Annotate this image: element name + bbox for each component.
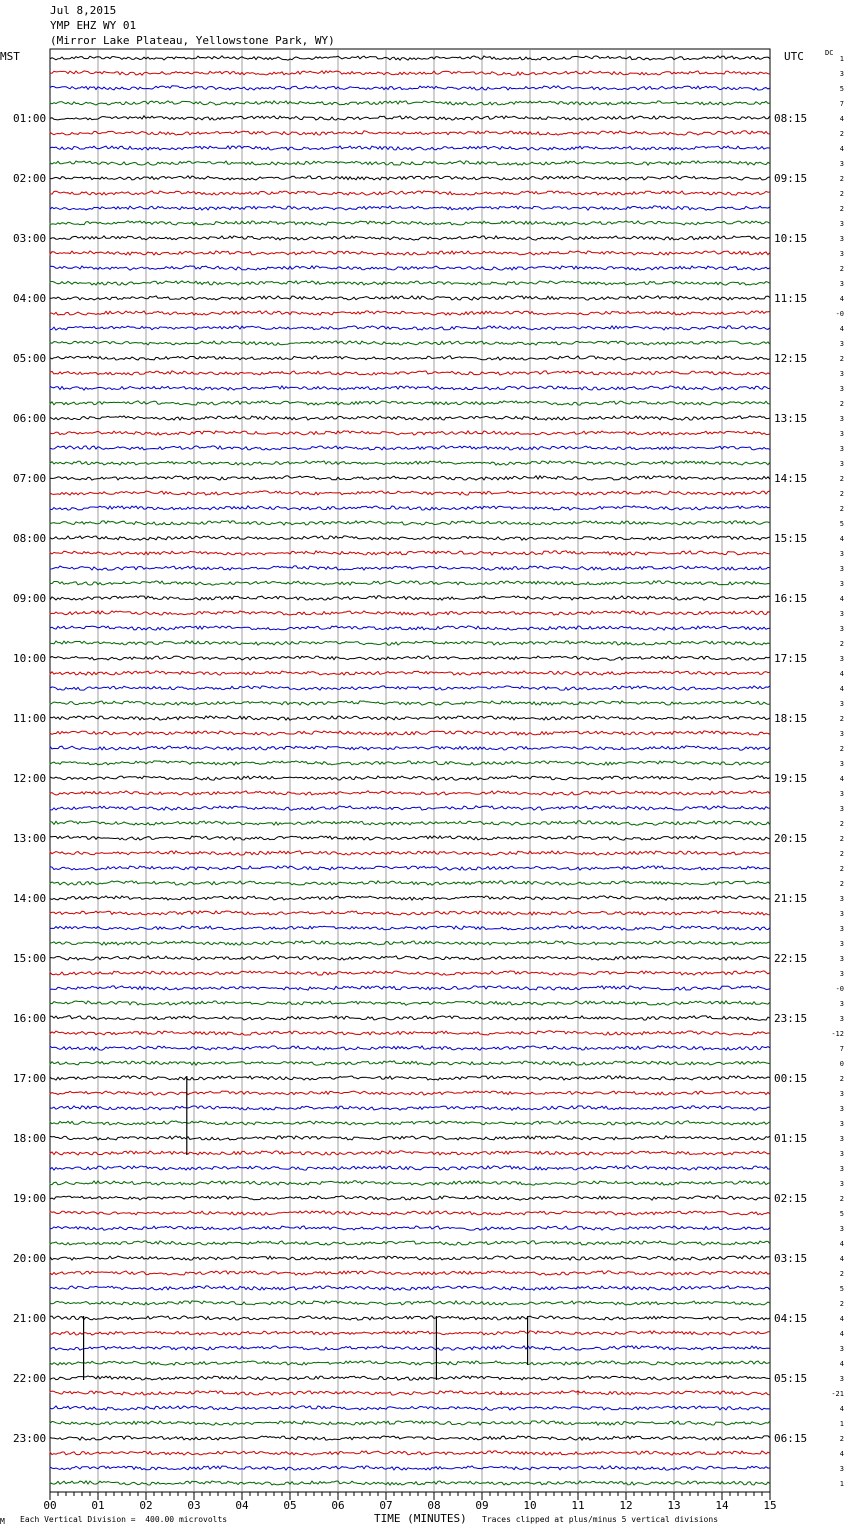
trace-row	[50, 881, 770, 885]
mst-hour-label: 17:00	[13, 1072, 47, 1085]
utc-hour-label: 23:15	[774, 1012, 808, 1025]
trace-row	[50, 191, 770, 195]
trace-row	[50, 956, 770, 960]
trace-row	[50, 1466, 770, 1470]
utc-hour-label: 15:15	[774, 532, 808, 545]
vertical-scale-note: Each Vertical Division = 400.00 microvolts	[20, 1515, 228, 1524]
utc-hour-label: 17:15	[774, 652, 808, 665]
utc-hour-label: 03:15	[774, 1252, 808, 1265]
dc-offset-value: 3	[839, 925, 844, 933]
trace-row	[50, 851, 770, 855]
trace-row	[50, 521, 770, 525]
x-tick-label: 13	[667, 1499, 681, 1512]
trace-row	[50, 1196, 770, 1200]
dc-offset-value: 3	[839, 580, 844, 588]
trace-row	[50, 386, 770, 390]
trace-row	[50, 686, 770, 690]
utc-hour-label: 01:15	[774, 1132, 808, 1145]
dc-offset-value: 1	[839, 1420, 844, 1428]
utc-hour-label: 00:15	[774, 1072, 808, 1085]
dc-offset-value: 3	[839, 550, 844, 558]
dc-offset-value: 3	[839, 910, 844, 918]
utc-hour-label: 02:15	[774, 1192, 808, 1205]
mst-hour-label: 15:00	[13, 952, 47, 965]
dc-offset-value: 2	[839, 1435, 844, 1443]
mst-hour-label: 21:00	[13, 1312, 47, 1325]
trace-row	[50, 56, 770, 60]
clip-note: Traces clipped at plus/minus 5 vertical divisions	[482, 1515, 719, 1524]
x-tick-label: 10	[523, 1499, 537, 1512]
dc-offset-value: 3	[839, 370, 844, 378]
utc-hour-label: 10:15	[774, 232, 808, 245]
dc-offset-value: 3	[839, 445, 844, 453]
left-timezone-label: MST	[0, 50, 20, 63]
utc-hour-label: 11:15	[774, 292, 808, 305]
trace-row	[50, 971, 770, 975]
trace-row	[50, 866, 770, 870]
trace-row	[50, 1436, 770, 1440]
mst-hour-label: 11:00	[13, 712, 47, 725]
x-tick-label: 03	[187, 1499, 201, 1512]
dc-offset-value: 2	[839, 1270, 844, 1278]
trace-row	[50, 1016, 770, 1020]
utc-hour-label: 06:15	[774, 1432, 808, 1445]
dc-offset-value: 1	[839, 55, 844, 63]
dc-offset-value: 3	[839, 625, 844, 633]
x-tick-label: 06	[331, 1499, 345, 1512]
dc-offset-value: 3	[839, 220, 844, 228]
utc-hour-label: 09:15	[774, 172, 808, 185]
dc-offset-value: 4	[839, 595, 844, 603]
trace-row	[50, 176, 770, 180]
mst-hour-label: 08:00	[13, 532, 47, 545]
trace-row	[50, 611, 770, 615]
dc-offset-value: 3	[839, 385, 844, 393]
plot-date: Jul 8,2015	[50, 4, 117, 17]
trace-row	[50, 776, 770, 780]
x-tick-label: 08	[427, 1499, 441, 1512]
trace-row	[50, 86, 770, 90]
utc-hour-label: 16:15	[774, 592, 808, 605]
dc-offset-value: 3	[839, 1180, 844, 1188]
trace-row	[50, 506, 770, 510]
dc-offset-value: 4	[839, 1315, 844, 1323]
trace-row	[50, 1166, 770, 1170]
utc-hour-label: 18:15	[774, 712, 808, 725]
dc-offset-value: 2	[839, 190, 844, 198]
trace-row	[50, 596, 770, 600]
trace-row	[50, 161, 770, 165]
trace-row	[50, 1286, 770, 1290]
trace-row	[50, 791, 770, 795]
trace-row	[50, 371, 770, 375]
utc-hour-label: 22:15	[774, 952, 808, 965]
dc-offset-value: 2	[839, 265, 844, 273]
dc-offset-value: 3	[839, 1120, 844, 1128]
dc-offset-value: 2	[839, 1195, 844, 1203]
mst-hour-label: 22:00	[13, 1372, 47, 1385]
mst-hour-label: 03:00	[13, 232, 47, 245]
x-tick-label: 11	[571, 1499, 585, 1512]
trace-row	[50, 746, 770, 750]
dc-offset-value: -12	[831, 1030, 844, 1038]
trace-row	[50, 1481, 770, 1485]
dc-offset-value: 4	[839, 1450, 844, 1458]
mst-hour-label: 19:00	[13, 1192, 47, 1205]
trace-row	[50, 911, 770, 915]
dc-offset-value: 3	[839, 970, 844, 978]
trace-row	[50, 581, 770, 585]
dc-offset-value: -21	[831, 1390, 844, 1398]
dc-offset-value: 1	[839, 1480, 844, 1488]
dc-offset-value: 4	[839, 670, 844, 678]
dc-offset-value: 5	[839, 1210, 844, 1218]
right-timezone-label: UTC	[784, 50, 804, 63]
x-tick-label: 15	[763, 1499, 777, 1512]
dc-offset-value: 4	[839, 685, 844, 693]
dc-offset-value: 2	[839, 850, 844, 858]
mst-hour-label: 20:00	[13, 1252, 47, 1265]
dc-offset-value: 2	[839, 1300, 844, 1308]
dc-offset-value: 3	[839, 160, 844, 168]
dc-offset-value: 4	[839, 775, 844, 783]
trace-row	[50, 401, 770, 405]
utc-hour-label: 21:15	[774, 892, 808, 905]
dc-offset-value: -0	[835, 985, 844, 993]
trace-row	[50, 356, 770, 360]
x-axis-title: TIME (MINUTES)	[374, 1512, 467, 1525]
mst-hour-label: 07:00	[13, 472, 47, 485]
trace-row	[50, 1256, 770, 1260]
trace-row	[50, 491, 770, 495]
x-tick-label: 12	[619, 1499, 633, 1512]
dc-offset-value: 3	[839, 1225, 844, 1233]
dc-offset-value: 3	[839, 655, 844, 663]
dc-offset-value: 2	[839, 130, 844, 138]
dc-offset-value: 3	[839, 430, 844, 438]
trace-row	[50, 341, 770, 345]
trace-row	[50, 281, 770, 285]
trace-row	[50, 1001, 770, 1005]
trace-row	[50, 266, 770, 270]
trace-row	[50, 296, 770, 300]
trace-row	[50, 671, 770, 675]
utc-hour-label: 04:15	[774, 1312, 808, 1325]
dc-offset-value: 3	[839, 340, 844, 348]
trace-row	[50, 1031, 770, 1035]
dc-offset-value: 4	[839, 325, 844, 333]
dc-offset-value: 3	[839, 235, 844, 243]
trace-row	[50, 461, 770, 465]
dc-offset-value: 2	[839, 835, 844, 843]
trace-row	[50, 1301, 770, 1305]
utc-hour-label: 08:15	[774, 112, 808, 125]
trace-row	[50, 1106, 770, 1110]
dc-offset-value: 4	[839, 1405, 844, 1413]
trace-row	[50, 131, 770, 135]
utc-hour-label: 19:15	[774, 772, 808, 785]
logo-mark: M	[0, 1517, 5, 1526]
trace-row	[50, 656, 770, 660]
mst-hour-label: 02:00	[13, 172, 47, 185]
dc-offset-value: 4	[839, 1330, 844, 1338]
trace-row	[50, 731, 770, 735]
trace-row	[50, 101, 770, 105]
dc-offset-value: 5	[839, 1285, 844, 1293]
trace-row	[50, 1226, 770, 1230]
dc-offset-value: 2	[839, 1075, 844, 1083]
dc-offset-value: 2	[839, 400, 844, 408]
dc-offset-value: -0	[835, 310, 844, 318]
dc-offset-value: 3	[839, 1000, 844, 1008]
dc-offset-value: 3	[839, 1345, 844, 1353]
mst-hour-label: 18:00	[13, 1132, 47, 1145]
dc-offset-value: 2	[839, 820, 844, 828]
trace-row	[50, 1376, 770, 1380]
x-tick-label: 00	[43, 1499, 57, 1512]
dc-offset-value: 3	[839, 280, 844, 288]
dc-offset-value: 3	[839, 895, 844, 903]
trace-row	[50, 896, 770, 900]
trace-row	[50, 1091, 770, 1095]
dc-offset-value: 2	[839, 205, 844, 213]
x-tick-label: 04	[235, 1499, 249, 1512]
dc-offset-value: 3	[839, 565, 844, 573]
utc-hour-label: 14:15	[774, 472, 808, 485]
dc-offset-value: 2	[839, 640, 844, 648]
trace-row	[50, 551, 770, 555]
trace-row	[50, 1046, 770, 1050]
mst-hour-label: 12:00	[13, 772, 47, 785]
plot-frame	[50, 49, 770, 1492]
trace-row	[50, 326, 770, 330]
dc-offset-header: DC	[825, 49, 834, 57]
trace-row	[50, 1181, 770, 1185]
trace-row	[50, 566, 770, 570]
trace-row	[50, 416, 770, 420]
mst-hour-label: 23:00	[13, 1432, 47, 1445]
utc-hour-label: 05:15	[774, 1372, 808, 1385]
dc-offset-value: 3	[839, 1105, 844, 1113]
dc-offset-value: 2	[839, 490, 844, 498]
dc-offset-value: 3	[839, 940, 844, 948]
dc-offset-value: 2	[839, 865, 844, 873]
trace-row	[50, 1331, 770, 1335]
dc-offset-value: 3	[839, 730, 844, 738]
utc-hour-label: 20:15	[774, 832, 808, 845]
x-tick-label: 09	[475, 1499, 489, 1512]
dc-offset-value: 3	[839, 700, 844, 708]
trace-row	[50, 1076, 770, 1080]
dc-offset-value: 3	[839, 250, 844, 258]
trace-row	[50, 536, 770, 540]
trace-row	[50, 1211, 770, 1215]
dc-offset-value: 3	[839, 1165, 844, 1173]
trace-row	[50, 431, 770, 435]
trace-row	[50, 1361, 770, 1365]
trace-row	[50, 626, 770, 630]
dc-offset-value: 3	[839, 1135, 844, 1143]
trace-row	[50, 641, 770, 645]
trace-row	[50, 716, 770, 720]
trace-row	[50, 221, 770, 225]
dc-offset-value: 3	[839, 1465, 844, 1473]
mst-hour-label: 01:00	[13, 112, 47, 125]
dc-offset-value: 7	[839, 100, 844, 108]
dc-offset-value: 3	[839, 1150, 844, 1158]
dc-offset-value: 3	[839, 805, 844, 813]
dc-offset-value: 3	[839, 460, 844, 468]
dc-offset-value: 4	[839, 535, 844, 543]
trace-row	[50, 821, 770, 825]
dc-offset-value: 2	[839, 745, 844, 753]
x-tick-label: 14	[715, 1499, 729, 1512]
mst-hour-label: 06:00	[13, 412, 47, 425]
trace-row	[50, 251, 770, 255]
dc-offset-value: 3	[839, 760, 844, 768]
dc-offset-value: 2	[839, 715, 844, 723]
mst-hour-label: 13:00	[13, 832, 47, 845]
trace-row	[50, 1271, 770, 1275]
trace-row	[50, 1421, 770, 1425]
dc-offset-value: 5	[839, 85, 844, 93]
mst-hour-label: 04:00	[13, 292, 47, 305]
trace-row	[50, 476, 770, 480]
x-tick-label: 05	[283, 1499, 297, 1512]
dc-offset-value: 2	[839, 880, 844, 888]
mst-hour-label: 10:00	[13, 652, 47, 665]
trace-row	[50, 1136, 770, 1140]
dc-offset-value: 4	[839, 1255, 844, 1263]
dc-offset-value: 3	[839, 1375, 844, 1383]
trace-row	[50, 146, 770, 150]
mst-hour-label: 14:00	[13, 892, 47, 905]
dc-offset-value: 3	[839, 790, 844, 798]
dc-offset-value: 3	[839, 70, 844, 78]
mst-hour-label: 16:00	[13, 1012, 47, 1025]
dc-offset-value: 4	[839, 1240, 844, 1248]
dc-offset-value: 3	[839, 955, 844, 963]
dc-offset-value: 3	[839, 1090, 844, 1098]
dc-offset-value: 2	[839, 505, 844, 513]
dc-offset-value: 4	[839, 145, 844, 153]
trace-row	[50, 1061, 770, 1065]
dc-offset-value: 2	[839, 175, 844, 183]
trace-row	[50, 836, 770, 840]
trace-row	[50, 1241, 770, 1245]
trace-row	[50, 986, 770, 990]
mst-hour-label: 05:00	[13, 352, 47, 365]
dc-offset-value: 4	[839, 295, 844, 303]
trace-row	[50, 926, 770, 930]
trace-row	[50, 1121, 770, 1125]
trace-row	[50, 1316, 770, 1320]
dc-offset-value: 0	[839, 1060, 844, 1068]
station-code: YMP EHZ WY 01	[50, 19, 137, 32]
trace-row	[50, 1406, 770, 1410]
trace-row	[50, 806, 770, 810]
dc-offset-value: 5	[839, 520, 844, 528]
dc-offset-value: 2	[839, 355, 844, 363]
station-location: (Mirror Lake Plateau, Yellowstone Park, WY)	[50, 34, 335, 47]
trace-row	[50, 311, 770, 315]
utc-hour-label: 13:15	[774, 412, 808, 425]
x-tick-label: 01	[91, 1499, 105, 1512]
trace-row	[50, 236, 770, 240]
trace-row	[50, 1151, 770, 1155]
trace-row	[50, 71, 770, 75]
trace-row	[50, 116, 770, 120]
trace-row	[50, 1346, 770, 1350]
mst-hour-label: 09:00	[13, 592, 47, 605]
dc-offset-value: 4	[839, 1360, 844, 1368]
dc-offset-value: 2	[839, 475, 844, 483]
x-tick-label: 07	[379, 1499, 393, 1512]
trace-row	[50, 941, 770, 945]
trace-row	[50, 761, 770, 765]
x-tick-label: 02	[139, 1499, 153, 1512]
dc-offset-value: 3	[839, 610, 844, 618]
trace-row	[50, 1391, 770, 1395]
trace-row	[50, 1451, 770, 1455]
dc-offset-value: 3	[839, 415, 844, 423]
trace-row	[50, 446, 770, 450]
trace-row	[50, 701, 770, 705]
trace-row	[50, 206, 770, 210]
utc-hour-label: 12:15	[774, 352, 808, 365]
dc-offset-value: 7	[839, 1045, 844, 1053]
dc-offset-value: 4	[839, 115, 844, 123]
dc-offset-value: 3	[839, 1015, 844, 1023]
